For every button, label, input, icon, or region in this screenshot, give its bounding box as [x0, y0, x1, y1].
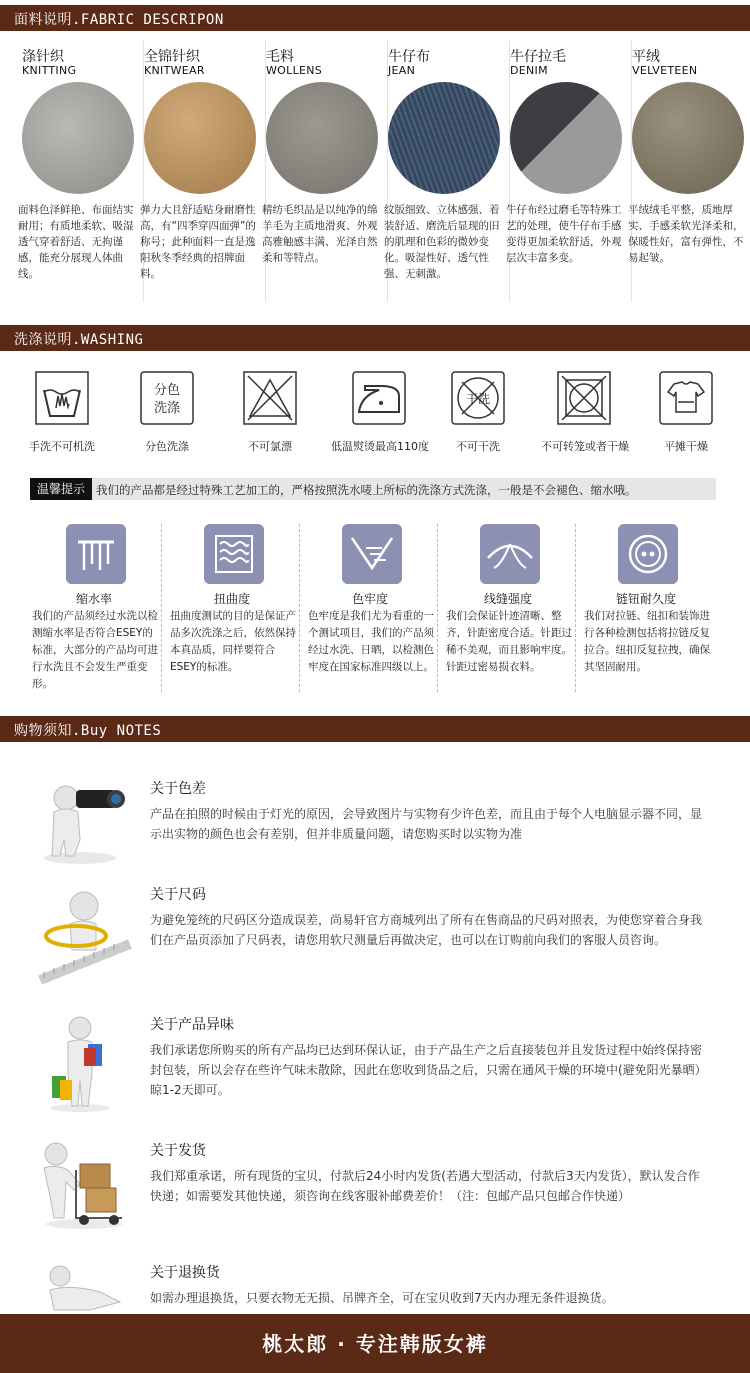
no-dry-clean-icon [450, 370, 506, 426]
quality-item [302, 520, 438, 700]
fabric-name-cn: 牛仔布 [388, 49, 430, 65]
wash-icon-item [12, 370, 112, 460]
fabric-swatch [388, 82, 500, 194]
fabric-name-en: DENIM [510, 64, 548, 77]
fabric-description: 纹版细致、立体感强、着装舒适、磨洗后显现的旧的肌理和色彩的微妙变化。吸湿性好、透气性强、无刺激。 [384, 204, 500, 280]
fabric-name-en: KNITWEAR [144, 64, 205, 77]
wash-label: 平摊干燥 [664, 440, 708, 453]
svg-text:分色: 分色 [153, 383, 181, 398]
fabric-name-en: VELVETEEN [632, 64, 698, 77]
shrinkage-icon [66, 524, 126, 584]
quality-description: 扭曲度测试的目的是保证产品多次洗涤之后，依然保持本真品质，同样要符合ESEY的标准。 [170, 610, 296, 673]
wash-icon-item [325, 370, 435, 460]
notes-section-title: 购物须知.Buy NOTES [14, 723, 162, 739]
wash-icon-item [220, 370, 320, 460]
fabric-item [262, 40, 388, 302]
note-description: 我们承诺您所购买的所有产品均已达到环保认证，由于产品生产之后直接装包并且发货过程中始终保持密封包装，所以会存在些许气味未散除，因此在您收到货品之后，只需在通风干燥的环境中(避免阳光暴晒）晾1-2天即可。 [150, 1043, 707, 1097]
no-bleach-icon [242, 370, 298, 426]
hand-wash-icon [34, 370, 90, 426]
fabric-description: 平绒绒毛平整，质地厚实、手感柔软光泽柔和，保暖性好，富有弹性，不易起皱。 [628, 204, 744, 264]
quality-item [578, 520, 714, 700]
wash-label: 手洗不可机洗 [29, 440, 95, 453]
note-item [30, 884, 720, 994]
fabric-name-cn: 全锦针织 [144, 49, 200, 65]
quality-description: 我们的产品须经过水洗以检测缩水率是否符合ESEY的标准，大部分的产品均可进行水洗且不会发生严重变形。 [32, 610, 158, 690]
notes-section-header [0, 716, 750, 742]
fabric-item [628, 40, 750, 302]
fabric-name-cn: 毛料 [266, 49, 294, 65]
washing-section-header [0, 325, 750, 351]
note-item [30, 1262, 720, 1314]
svg-text:干洗: 干洗 [465, 392, 491, 406]
ruler-figure-icon [30, 884, 140, 984]
note-item [30, 778, 720, 868]
note-title: 关于色差 [150, 781, 206, 797]
quality-description: 我们对拉链、纽扣和装饰进行各种检测包括将拉链反复拉合。纽扣反复拉拽，确保其坚固耐用。 [584, 610, 710, 673]
fabric-swatch [22, 82, 134, 194]
fabric-name-cn: 平绒 [632, 49, 660, 65]
fabric-item [506, 40, 632, 302]
low-iron-icon [351, 370, 407, 426]
quality-list [26, 520, 726, 700]
fabric-list [0, 40, 750, 302]
wash-label: 不可氯漂 [248, 440, 292, 453]
note-title: 关于退换货 [150, 1265, 220, 1281]
fabric-section-title: 面料说明.FABRIC DESCRIPON [14, 12, 224, 28]
fabric-name-en: JEAN [388, 64, 416, 77]
fabric-swatch [632, 82, 744, 194]
fabric-section-header [0, 5, 750, 31]
quality-title: 缩水率 [75, 592, 112, 606]
shopping-figure-icon [30, 1014, 140, 1114]
return-figure-icon [30, 1262, 140, 1312]
wash-icon-list [0, 370, 750, 460]
fabric-description: 精纺毛织品是以纯净的绵羊毛为主质地滑爽、外观高雅触感丰满、光泽自然柔和等特点。 [262, 204, 378, 264]
wash-label: 不可转笼或者干燥 [541, 440, 629, 453]
fabric-item [384, 40, 510, 302]
delivery-figure-icon [30, 1140, 140, 1230]
washing-section-title: 洗涤说明.WASHING [14, 332, 144, 348]
quality-item [440, 520, 576, 700]
fabric-name-cn: 牛仔拉毛 [510, 49, 566, 65]
binoculars-figure-icon [30, 778, 140, 868]
quality-description: 色牢度是我们尤为看重的一个测试项目，我们的产品须经过水洗、日晒，以检测色牢度在国家标准四级以上。 [308, 610, 434, 673]
twist-icon [204, 524, 264, 584]
fabric-swatch [144, 82, 256, 194]
quality-title: 扭曲度 [213, 592, 250, 606]
fabric-name-en: KNITTING [22, 64, 77, 77]
wash-icon-item [530, 370, 640, 460]
note-title: 关于产品异味 [150, 1017, 234, 1033]
fabric-name-en: WOLLENS [266, 64, 323, 77]
wash-label: 低温熨烫最高110度 [331, 440, 429, 453]
wash-label: 分色洗涤 [145, 440, 189, 453]
wash-icon-item [636, 370, 736, 460]
color-fastness-icon [342, 524, 402, 584]
note-description: 如需办理退换货，只要衣物无无损、吊牌齐全，可在宝贝收到7天内办理无条件退换货。 [150, 1291, 614, 1305]
wash-label: 不可干洗 [456, 440, 500, 453]
quality-title: 色牢度 [351, 592, 388, 606]
fabric-item [18, 40, 144, 302]
fabric-description: 面料色泽鲜艳、布面结实耐用；有质地柔软、吸湿透气穿着舒适、无拘谨感，能充分展现人体曲线。 [18, 204, 134, 280]
warm-tip-bar [30, 478, 716, 500]
note-title: 关于发货 [150, 1143, 206, 1159]
fabric-name-cn: 涤针织 [22, 49, 64, 65]
quality-description: 我们会保证针迹清晰、整齐，针距密度合适。针距过稀不美观，而且影响牢度。针距过密易损衣料。 [446, 610, 572, 673]
seam-strength-icon [480, 524, 540, 584]
note-description: 我们郑重承诺，所有现货的宝贝，付款后24小时内发货(若遇大型活动，付款后3天内发货），默认发合作快递；如需要发其他快递，须咨询在线客服补邮费差价！（注：包邮产品只包邮合作快递） [150, 1169, 700, 1203]
quality-title: 链钮耐久度 [615, 592, 676, 606]
wash-icon-item [117, 370, 217, 460]
footer-banner [0, 1314, 750, 1373]
fabric-item [140, 40, 266, 302]
warm-tip-tag: 温馨提示 [30, 478, 92, 500]
no-tumble-dry-icon [556, 370, 612, 426]
wash-icon-item [428, 370, 528, 460]
quality-item [26, 520, 162, 700]
note-item [30, 1014, 720, 1124]
button-icon [618, 524, 678, 584]
warm-tip-text: 我们的产品都是经过特殊工艺加工的，严格按照洗水唛上所标的洗涤方式洗涤，一般是不会褪色、缩水哦。 [96, 483, 637, 497]
dry-flat-icon [658, 370, 714, 426]
note-description: 为避免笼统的尺码区分造成误差，尚易轩官方商城列出了所有在售商品的尺码对照表，为使您穿着合身我们在产品页添加了尺码表，请您用软尺测量后再做决定，也可以在订购前向我们的客服人员咨询。 [150, 913, 703, 947]
fabric-swatch [266, 82, 378, 194]
quality-title: 线缝强度 [483, 592, 532, 606]
quality-item [164, 520, 300, 700]
fabric-description: 牛仔布经过磨毛等特殊工艺的处理，使牛仔布手感变得更加柔软舒适，外观层次丰富多变。 [506, 204, 622, 264]
footer-slogan: 桃太郎 · 专注韩版女裤 [262, 1332, 488, 1356]
fabric-swatch [510, 82, 622, 194]
note-title: 关于尺码 [150, 887, 206, 903]
fabric-description: 弹力大且舒适贴身耐磨性高，有“四季穿四面弹”的称号；此种面料一直是逸阳秋冬季经典的招牌面料。 [140, 204, 256, 280]
svg-text:洗涤: 洗涤 [153, 401, 181, 416]
note-description: 产品在拍照的时候由于灯光的原因，会导致图片与实物有少许色差，而且由于每个人电脑显示器不同，显示出实物的颜色也会有差别，但并非质量问题，请您购买时以实物为准 [150, 807, 703, 841]
separate-wash-icon [139, 370, 195, 426]
note-item [30, 1140, 720, 1240]
